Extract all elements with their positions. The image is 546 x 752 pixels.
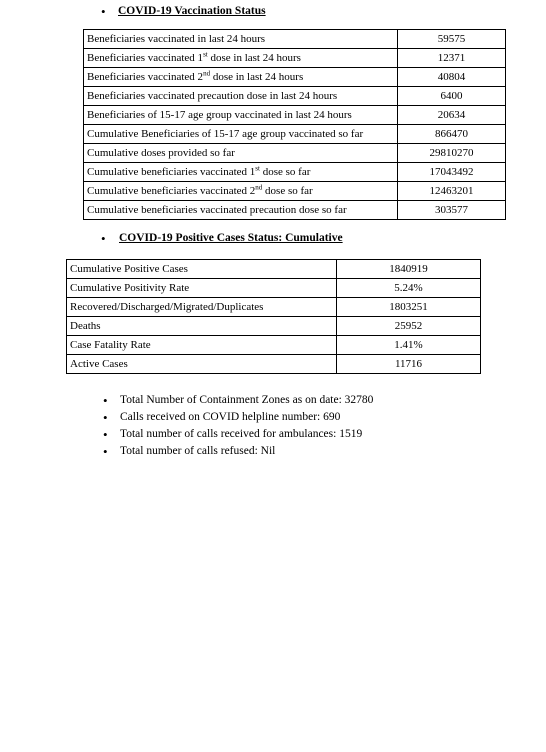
row-label: Cumulative Beneficiaries of 15-17 age group vaccinated so far (84, 125, 398, 144)
row-value: 40804 (398, 68, 506, 87)
row-label: Recovered/Discharged/Migrated/Duplicates (67, 298, 337, 317)
row-label: Beneficiaries vaccinated precaution dose in last 24 hours (84, 87, 398, 106)
row-label: Deaths (67, 317, 337, 336)
row-value: 17043492 (398, 163, 506, 182)
row-label: Beneficiaries of 15-17 age group vaccinated in last 24 hours (84, 106, 398, 125)
list-item: • Total number of calls received for ambulances: 1519 (103, 426, 373, 443)
table-row (67, 260, 481, 279)
table-row (67, 336, 481, 355)
table-row (67, 298, 481, 317)
row-value: 1803251 (337, 298, 481, 317)
info-list (103, 392, 373, 460)
row-label: Cumulative beneficiaries vaccinated precaution dose so far (84, 201, 398, 220)
table-row (84, 182, 506, 201)
row-value: 6400 (398, 87, 506, 106)
table-row (84, 125, 506, 144)
vaccination-status-heading: COVID-19 Vaccination Status (118, 5, 266, 17)
table-row (84, 68, 506, 87)
row-label: Cumulative Positivity Rate (67, 279, 337, 298)
table-row (84, 30, 506, 49)
list-item: • Total number of calls refused: Nil (103, 443, 373, 460)
row-label: Cumulative Positive Cases (67, 260, 337, 279)
list-item: • Total Number of Containment Zones as on date: 32780 (103, 392, 373, 409)
row-label: Cumulative doses provided so far (84, 144, 398, 163)
row-label: Beneficiaries vaccinated 1st dose in last 24 hours (84, 49, 398, 68)
row-label: Beneficiaries vaccinated 2nd dose in last 24 hours (84, 68, 398, 87)
row-value: 866470 (398, 125, 506, 144)
table-row (67, 279, 481, 298)
table-row (84, 144, 506, 163)
row-label: Active Cases (67, 355, 337, 374)
row-label: Cumulative beneficiaries vaccinated 1st dose so far (84, 163, 398, 182)
positive-cases-heading: COVID-19 Positive Cases Status: Cumulative (119, 232, 343, 244)
row-value: 1840919 (337, 260, 481, 279)
row-value: 11716 (337, 355, 481, 374)
bullet-icon: • (101, 231, 106, 246)
row-label: Case Fatality Rate (67, 336, 337, 355)
row-value: 1.41% (337, 336, 481, 355)
table-row (84, 49, 506, 68)
table-row (84, 163, 506, 182)
row-label: Cumulative beneficiaries vaccinated 2nd dose so far (84, 182, 398, 201)
positive-cases-table (66, 259, 481, 374)
row-value: 20634 (398, 106, 506, 125)
row-value: 303577 (398, 201, 506, 220)
row-value: 59575 (398, 30, 506, 49)
row-value: 29810270 (398, 144, 506, 163)
row-value: 25952 (337, 317, 481, 336)
table-row (84, 87, 506, 106)
row-value: 12371 (398, 49, 506, 68)
bullet-icon: • (101, 4, 106, 19)
vaccination-status-table (83, 29, 506, 220)
table-row (84, 201, 506, 220)
row-value: 5.24% (337, 279, 481, 298)
table-row (67, 355, 481, 374)
table-row (84, 106, 506, 125)
row-value: 12463201 (398, 182, 506, 201)
row-label: Beneficiaries vaccinated in last 24 hours (84, 30, 398, 49)
table-row (67, 317, 481, 336)
list-item: • Calls received on COVID helpline number: 690 (103, 409, 373, 426)
